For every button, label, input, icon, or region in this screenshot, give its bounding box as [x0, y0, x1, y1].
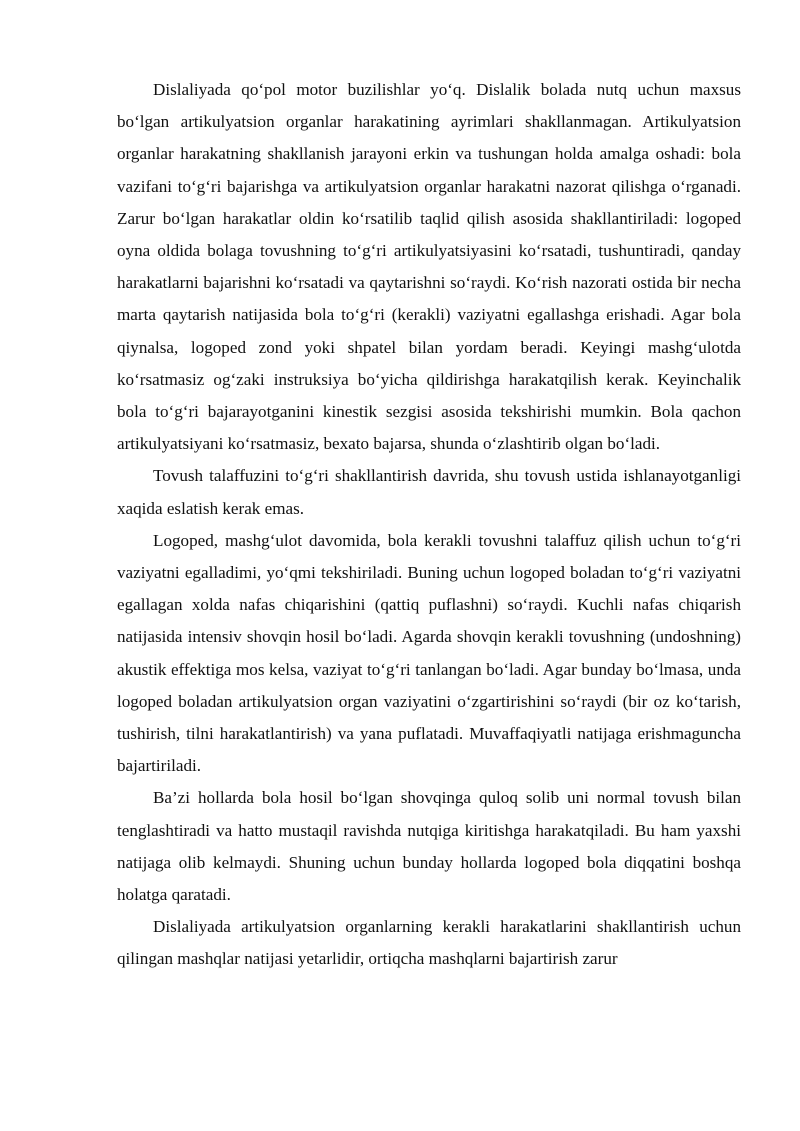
document-page — [117, 74, 741, 976]
paragraph: Logoped, mashgʻulot davomida, bola kerakli tovushni talaffuz qilish uchun toʻgʻri vaziyatni egalladimi, yoʻqmi tekshiriladi. Buning uchun logoped boladan toʻgʻri vaziyatni egallagan xolda nafas chiqarishini (qattiq puflashni) soʻraydi. Kuchli nafas chiqarish natijasida intensiv shovqin hosil boʻladi. Agarda shovqin kerakli tovushning (undoshning) akustik effektiga mos kelsa, vaziyat toʻgʻri tanlangan boʻladi. Agar bunday boʻlmasa, unda logoped boladan artikulyatsion organ vaziyatini oʻzgartirishini soʻraydi (bir oz koʻtarish, tushirish, tilni harakatlantirish) va yana puflatadi. Muvaffaqiyatli natijaga erishmaguncha bajartiriladi. — [117, 530, 741, 776]
paragraph: Dislaliyada artikulyatsion organlarning kerakli harakatlarini shakllantirish uchun qilingan mashqlar natijasi yetarlidir, ortiqcha mashqlarni bajartirish zarur — [117, 917, 741, 969]
paragraph: Tovush talaffuzini toʻgʻri shakllantirish davrida, shu tovush ustida ishlanayotganligi xaqida eslatish kerak emas. — [117, 466, 741, 518]
paragraph: Dislaliyada qoʻpol motor buzilishlar yoʻq. Dislalik bolada nutq uchun maxsus boʻlgan artikulyatsion organlar harakatining ayrimlari shakllanmagan. Artikulyatsion organlar harakatning shakllanish jarayoni erkin va tushungan holda amalga oshadi: bola vazifani toʻgʻri bajarishga va artikulyatsion organlar harakatni nazorat qilishga oʻrganadi. Zarur boʻlgan harakatlar oldin koʻrsatilib taqlid qilish asosida shakllantiriladi: logoped oyna oldida bolaga tovushning toʻgʻri artikulyatsiyasini koʻrsatadi, tushuntiradi, qanday harakatlarni bajarishni koʻrsatadi va qaytarishni soʻraydi. Koʻrish nazorati ostida bir necha marta qaytarish natijasida bola toʻgʻri (kerakli) vaziyatni egallashga erishadi. Agar bola qiynalsa, logoped zond yoki shpatel bilan yordam beradi. Keyingi mashgʻulotda koʻrsatmasiz ogʻzaki instruksiya boʻyicha qildirishga harakatqilish kerak. Keyinchalik bola toʻgʻri bajarayotganini kinestik sezgisi asosida tekshirishi mumkin. Bola qachon artikulyatsiyani koʻrsatmasiz, bexato bajarsa, shunda oʻzlashtirib olgan boʻladi. — [117, 80, 741, 454]
paragraph: Ba’zi hollarda bola hosil boʻlgan shovqinga quloq solib uni normal tovush bilan tenglashtiradi va hatto mustaqil ravishda nutqiga kiritishga harakatqiladi. Bu ham yaxshi natijaga olib kelmaydi. Shuning uchun bunday hollarda logoped bola diqqatini boshqa holatga qaratadi. — [117, 788, 741, 905]
